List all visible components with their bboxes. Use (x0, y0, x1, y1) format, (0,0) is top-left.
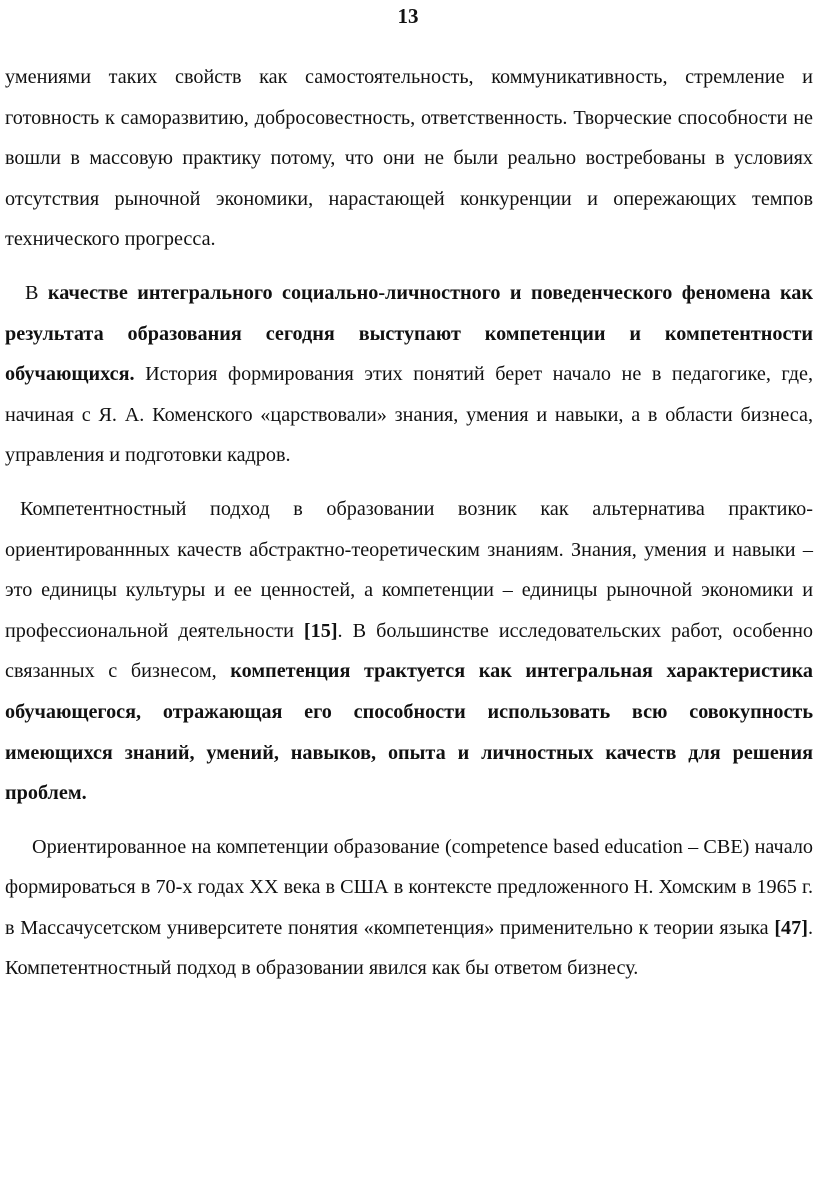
paragraph-3 (5, 489, 813, 814)
paragraph-2 (5, 273, 813, 476)
bold-statement: качестве интегрального социально-личностного и поведенческого феномена как результата образования сегодня выступают компетенции и компетентности обучающихся. (5, 281, 813, 386)
paragraph-text: умениями таких свойств как самостоятельность, коммуникативность, стремление и готовность к саморазвитию, добросовестность, ответственность. Творческие способности не вошли в массовую практику потому, что они не были реально востребованы в условиях отсутствия рыночной экономики, нарастающей конкуренции и опережающих темпов технического прогресса. (5, 66, 813, 251)
paragraph-text: . В большинстве исследовательских работ, особенно связанных с бизнесом, (5, 619, 813, 683)
document-body (5, 57, 813, 989)
paragraph-1 (5, 57, 813, 260)
paragraph-4 (5, 827, 813, 989)
paragraph-text: Компетентностный подход в образовании возник как альтернатива практико-ориентированнных качеств абстрактно-теоретическим знаниям. Знания, умения и навыки – это единицы культуры и ее ценностей, а компетенции – единицы рыночной экономики и профессиональной деятельности (5, 497, 813, 642)
citation-ref: [47] (774, 916, 808, 939)
bold-statement: компетенция трактуется как интегральная характеристика обучающегося, отражающая его способности использовать всю совокупность имеющихся знаний, умений, навыков, опыта и личностных качеств для решения проблем. (5, 660, 813, 805)
paragraph-text: В (25, 281, 48, 304)
paragraph-text: История формирования этих понятий берет начало не в педагогике, где, начиная с Я. А. Коменского «царствовали» знания, умения и навыки, а в области бизнеса, управления и подготовки кадров. (5, 363, 813, 467)
paragraph-text: Ориентированное на компетенции образование (competence based education – CBE) начало формироваться в 70-х годах XX века в США в контексте предложенного Н. Хомским в 1965 г. в Массачусетском университете понятия «компетенция» применительно к теории языка (5, 835, 813, 939)
citation-ref: [15] (303, 619, 338, 642)
page-number: 13 (397, 4, 419, 28)
paragraph-text: . Компетентностный подход в образовании явился как бы ответом бизнесу. (5, 916, 813, 980)
